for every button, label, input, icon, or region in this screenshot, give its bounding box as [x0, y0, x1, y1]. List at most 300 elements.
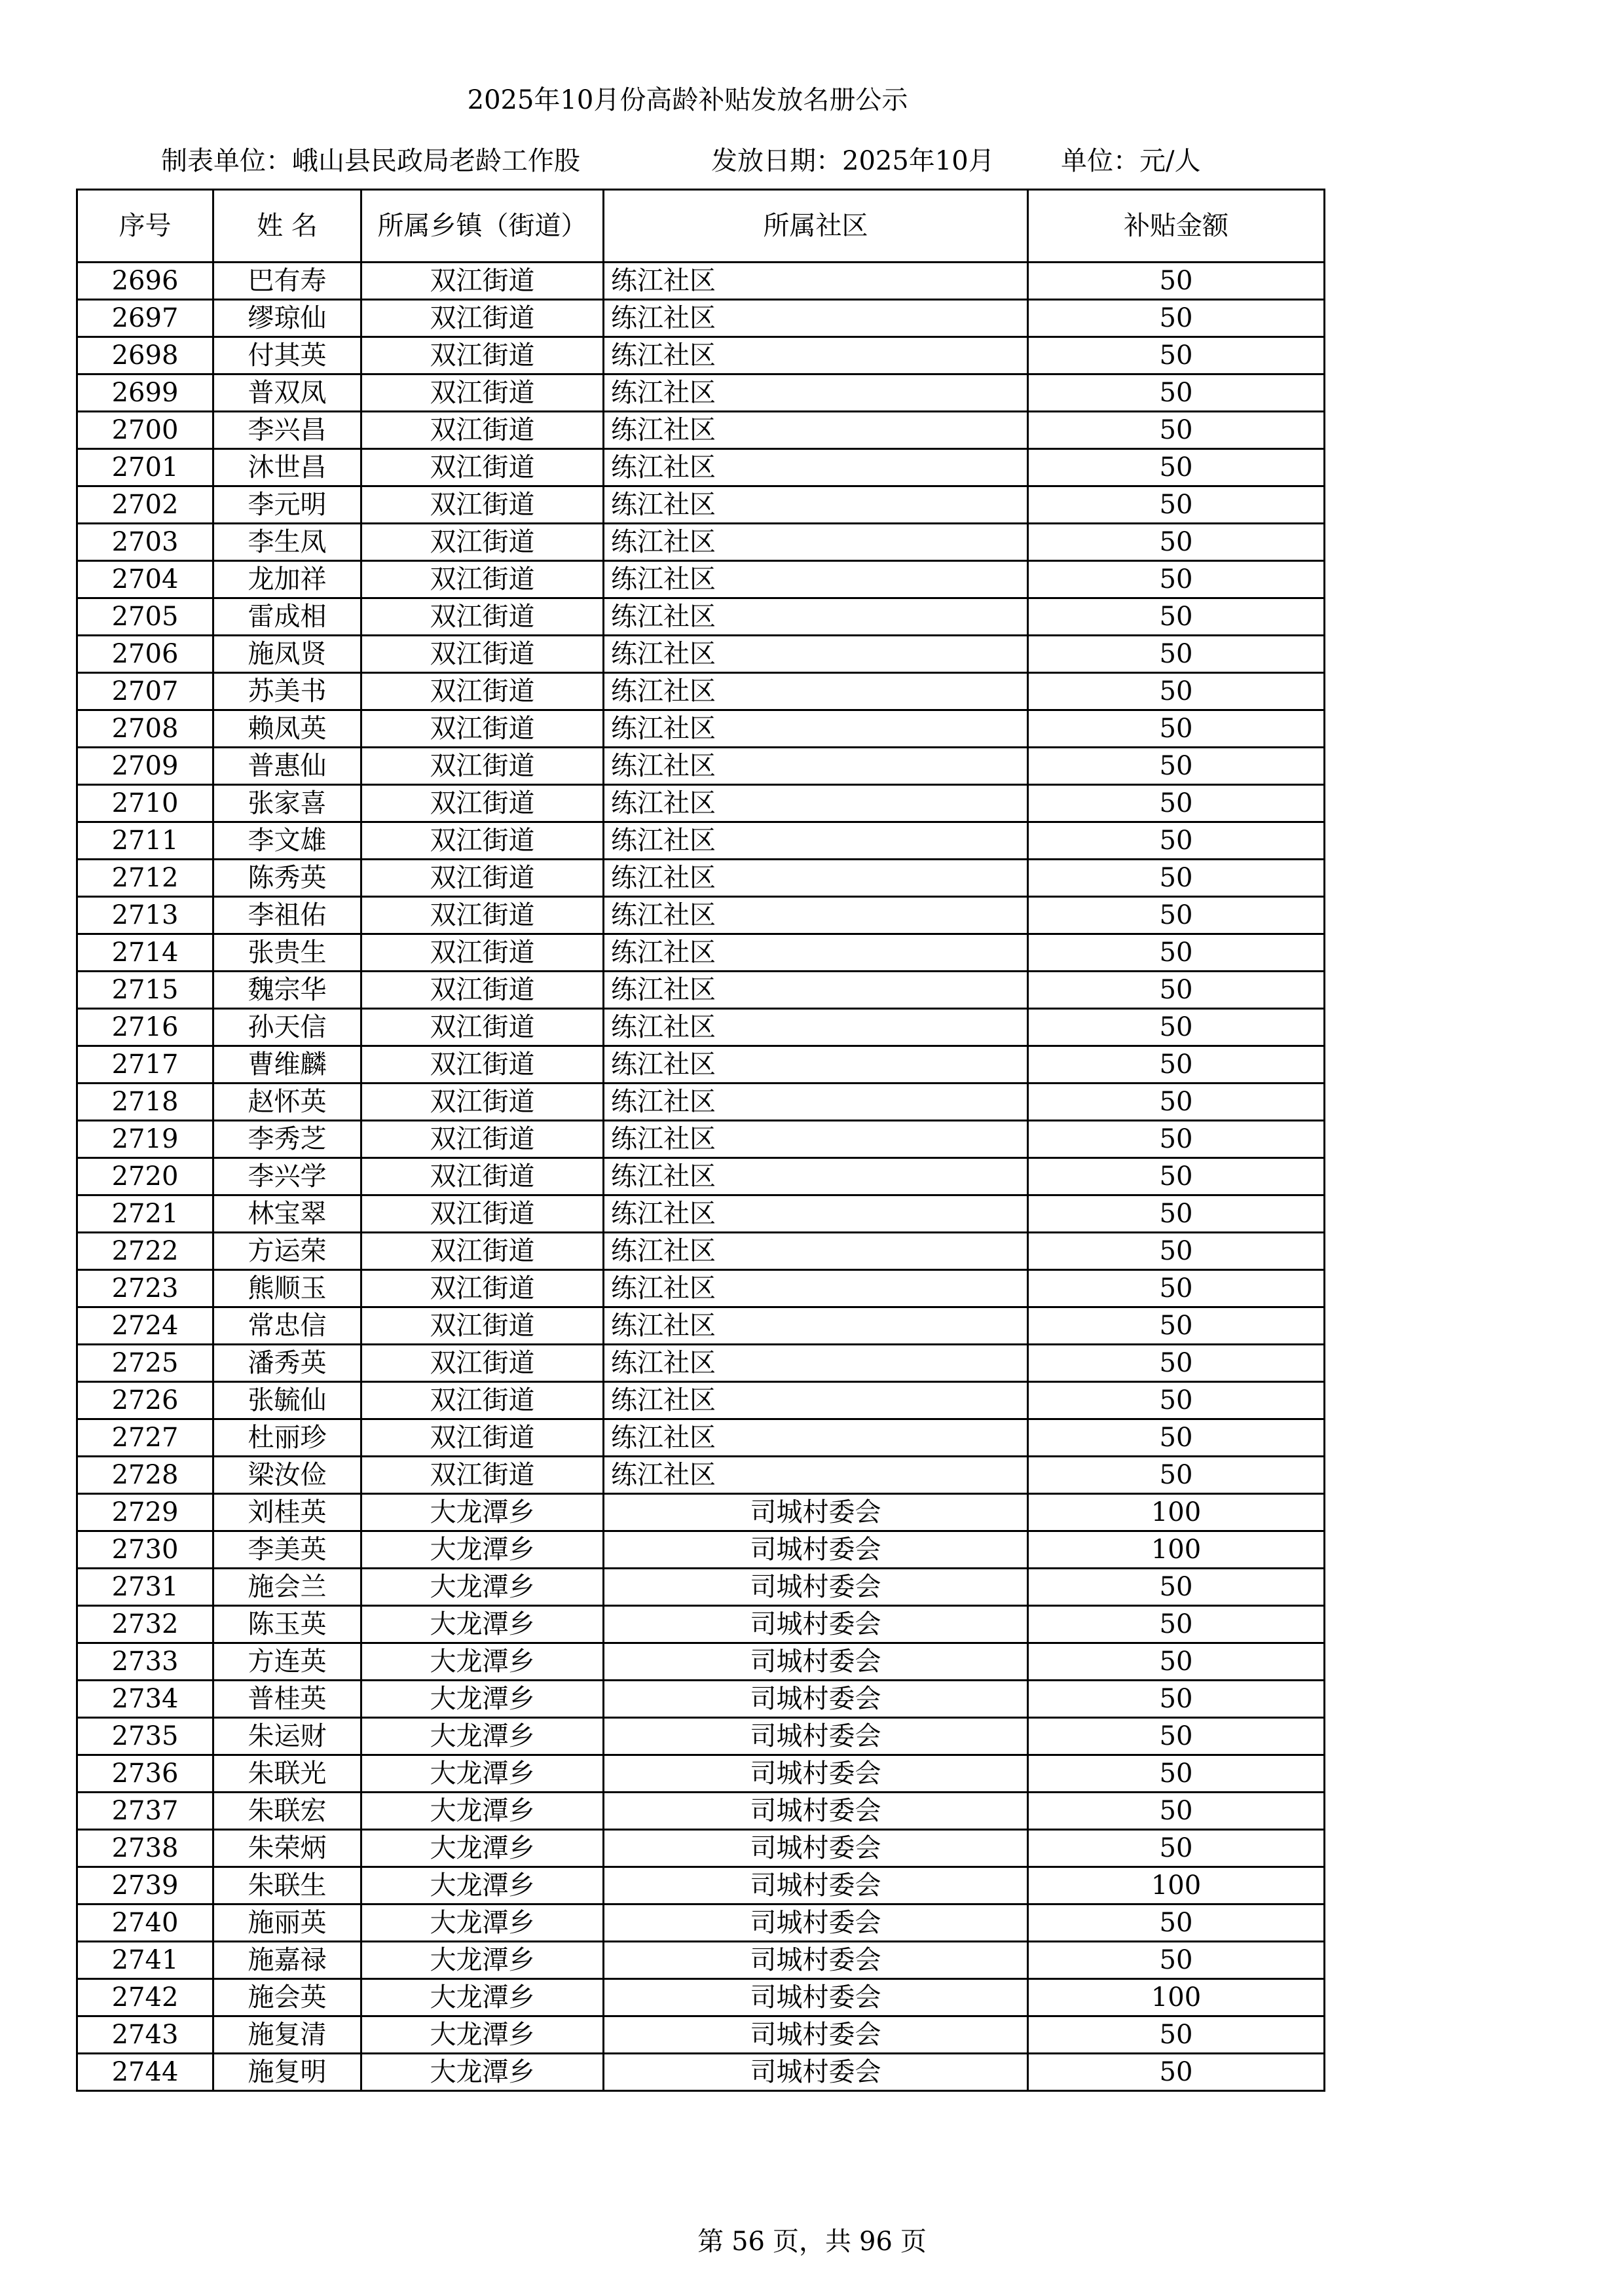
cell-amount: 50 — [1028, 1270, 1325, 1307]
cell-name: 李祖佑 — [213, 897, 361, 934]
cell-community: 练江社区 — [604, 374, 1028, 412]
cell-name: 李秀芝 — [213, 1121, 361, 1158]
cell-community: 练江社区 — [604, 897, 1028, 934]
cell-seq: 2738 — [77, 1830, 213, 1867]
cell-seq: 2711 — [77, 822, 213, 860]
table-row — [77, 673, 1325, 710]
cell-name: 普桂英 — [213, 1681, 361, 1718]
cell-township: 大龙潭乡 — [361, 1793, 604, 1830]
cell-seq: 2737 — [77, 1793, 213, 1830]
cell-name: 张贵生 — [213, 934, 361, 972]
cell-community: 司城村委会 — [604, 1606, 1028, 1643]
table-row — [77, 1195, 1325, 1233]
cell-name: 雷成相 — [213, 598, 361, 636]
table-row — [77, 1643, 1325, 1681]
cell-seq: 2726 — [77, 1382, 213, 1419]
page-suffix: 页 — [900, 2227, 927, 2257]
cell-amount: 50 — [1028, 449, 1325, 486]
table-row — [77, 1904, 1325, 1942]
cell-amount: 50 — [1028, 1942, 1325, 1979]
cell-township: 双江街道 — [361, 524, 604, 561]
cell-seq: 2715 — [77, 972, 213, 1009]
cell-township: 双江街道 — [361, 636, 604, 673]
cell-township: 大龙潭乡 — [361, 1494, 604, 1531]
cell-community: 练江社区 — [604, 710, 1028, 748]
cell-name: 施复明 — [213, 2054, 361, 2091]
table-row — [77, 1867, 1325, 1904]
cell-community: 司城村委会 — [604, 1681, 1028, 1718]
cell-community: 练江社区 — [604, 934, 1028, 972]
page-number — [0, 2223, 1624, 2260]
cell-community: 司城村委会 — [604, 1718, 1028, 1755]
table-row — [77, 449, 1325, 486]
cell-seq: 2744 — [77, 2054, 213, 2091]
cell-township: 大龙潭乡 — [361, 2054, 604, 2091]
cell-amount: 50 — [1028, 1345, 1325, 1382]
cell-township: 双江街道 — [361, 1084, 604, 1121]
cell-amount: 50 — [1028, 1643, 1325, 1681]
cell-seq: 2703 — [77, 524, 213, 561]
cell-community: 练江社区 — [604, 524, 1028, 561]
cell-name: 朱联光 — [213, 1755, 361, 1793]
cell-amount: 50 — [1028, 934, 1325, 972]
cell-township: 大龙潭乡 — [361, 1979, 604, 2016]
cell-community: 练江社区 — [604, 1307, 1028, 1345]
cell-name: 施凤贤 — [213, 636, 361, 673]
table-row — [77, 1121, 1325, 1158]
table-row — [77, 263, 1325, 300]
cell-seq: 2718 — [77, 1084, 213, 1121]
cell-seq: 2739 — [77, 1867, 213, 1904]
cell-amount: 50 — [1028, 1009, 1325, 1046]
cell-township: 双江街道 — [361, 1195, 604, 1233]
cell-community: 练江社区 — [604, 1046, 1028, 1084]
table-row — [77, 1942, 1325, 1979]
cell-seq: 2734 — [77, 1681, 213, 1718]
cell-amount: 50 — [1028, 524, 1325, 561]
cell-township: 双江街道 — [361, 1382, 604, 1419]
cell-amount: 50 — [1028, 1233, 1325, 1270]
cell-seq: 2742 — [77, 1979, 213, 2016]
table-row — [77, 598, 1325, 636]
cell-community: 司城村委会 — [604, 1979, 1028, 2016]
cell-seq: 2727 — [77, 1419, 213, 1457]
cell-township: 大龙潭乡 — [361, 1755, 604, 1793]
cell-township: 大龙潭乡 — [361, 1867, 604, 1904]
cell-amount: 50 — [1028, 897, 1325, 934]
table-row — [77, 412, 1325, 449]
page-current: 56 — [731, 2227, 765, 2257]
cell-township: 大龙潭乡 — [361, 1569, 604, 1606]
cell-community: 司城村委会 — [604, 1755, 1028, 1793]
cell-township: 双江街道 — [361, 337, 604, 374]
cell-amount: 50 — [1028, 972, 1325, 1009]
cell-township: 双江街道 — [361, 1158, 604, 1195]
cell-community: 练江社区 — [604, 1419, 1028, 1457]
table-row — [77, 1382, 1325, 1419]
cell-amount: 50 — [1028, 1830, 1325, 1867]
cell-community: 练江社区 — [604, 412, 1028, 449]
table-header-row — [77, 190, 1325, 263]
table-row — [77, 897, 1325, 934]
cell-seq: 2713 — [77, 897, 213, 934]
table-row — [77, 822, 1325, 860]
cell-community: 司城村委会 — [604, 1494, 1028, 1531]
cell-name: 李兴昌 — [213, 412, 361, 449]
cell-amount: 50 — [1028, 860, 1325, 897]
cell-township: 双江街道 — [361, 785, 604, 822]
cell-amount: 50 — [1028, 1046, 1325, 1084]
cell-township: 双江街道 — [361, 1046, 604, 1084]
cell-amount: 50 — [1028, 636, 1325, 673]
cell-township: 双江街道 — [361, 1270, 604, 1307]
table-row — [77, 1307, 1325, 1345]
cell-amount: 50 — [1028, 1121, 1325, 1158]
cell-community: 练江社区 — [604, 300, 1028, 337]
cell-township: 大龙潭乡 — [361, 1718, 604, 1755]
cell-name: 普双凤 — [213, 374, 361, 412]
cell-seq: 2701 — [77, 449, 213, 486]
cell-amount: 50 — [1028, 486, 1325, 524]
cell-seq: 2736 — [77, 1755, 213, 1793]
cell-community: 司城村委会 — [604, 1531, 1028, 1569]
table-row — [77, 972, 1325, 1009]
cell-seq: 2728 — [77, 1457, 213, 1494]
cell-township: 双江街道 — [361, 598, 604, 636]
table-row — [77, 1345, 1325, 1382]
cell-seq: 2699 — [77, 374, 213, 412]
table-row — [77, 486, 1325, 524]
table-row — [77, 785, 1325, 822]
cell-amount: 50 — [1028, 1718, 1325, 1755]
cell-name: 常忠信 — [213, 1307, 361, 1345]
cell-seq: 2721 — [77, 1195, 213, 1233]
cell-community: 练江社区 — [604, 1158, 1028, 1195]
cell-amount: 50 — [1028, 1419, 1325, 1457]
cell-community: 练江社区 — [604, 1270, 1028, 1307]
header-amount: 补贴金额 — [1028, 190, 1325, 263]
cell-seq: 2725 — [77, 1345, 213, 1382]
cell-community: 练江社区 — [604, 561, 1028, 598]
cell-community: 练江社区 — [604, 1457, 1028, 1494]
cell-seq: 2730 — [77, 1531, 213, 1569]
cell-township: 双江街道 — [361, 1345, 604, 1382]
cell-seq: 2710 — [77, 785, 213, 822]
table-row — [77, 374, 1325, 412]
cell-name: 熊顺玉 — [213, 1270, 361, 1307]
cell-amount: 50 — [1028, 598, 1325, 636]
cell-name: 张家喜 — [213, 785, 361, 822]
cell-township: 双江街道 — [361, 1233, 604, 1270]
header-community: 所属社区 — [604, 190, 1028, 263]
cell-amount: 50 — [1028, 561, 1325, 598]
issuing-unit: 制表单位：峨山县民政局老龄工作股 — [161, 146, 580, 176]
cell-seq: 2731 — [77, 1569, 213, 1606]
header-township: 所属乡镇（街道） — [361, 190, 604, 263]
cell-name: 方运荣 — [213, 1233, 361, 1270]
cell-amount: 50 — [1028, 374, 1325, 412]
table-row — [77, 2054, 1325, 2091]
table-row — [77, 1681, 1325, 1718]
table-row — [77, 1457, 1325, 1494]
cell-amount: 100 — [1028, 1531, 1325, 1569]
cell-seq: 2729 — [77, 1494, 213, 1531]
cell-seq: 2707 — [77, 673, 213, 710]
table-row — [77, 337, 1325, 374]
cell-amount: 50 — [1028, 300, 1325, 337]
cell-township: 双江街道 — [361, 300, 604, 337]
table-row — [77, 934, 1325, 972]
table-row — [77, 748, 1325, 785]
cell-township: 双江街道 — [361, 822, 604, 860]
cell-community: 司城村委会 — [604, 1867, 1028, 1904]
cell-amount: 50 — [1028, 1681, 1325, 1718]
cell-name: 赖凤英 — [213, 710, 361, 748]
cell-seq: 2741 — [77, 1942, 213, 1979]
cell-name: 沐世昌 — [213, 449, 361, 486]
cell-township: 大龙潭乡 — [361, 1942, 604, 1979]
cell-name: 魏宗华 — [213, 972, 361, 1009]
cell-seq: 2716 — [77, 1009, 213, 1046]
table-row — [77, 1755, 1325, 1793]
cell-community: 练江社区 — [604, 972, 1028, 1009]
cell-amount: 50 — [1028, 337, 1325, 374]
cell-name: 潘秀英 — [213, 1345, 361, 1382]
cell-amount: 50 — [1028, 2054, 1325, 2091]
cell-township: 双江街道 — [361, 972, 604, 1009]
cell-community: 司城村委会 — [604, 2054, 1028, 2091]
cell-township: 双江街道 — [361, 710, 604, 748]
cell-community: 练江社区 — [604, 860, 1028, 897]
cell-community: 练江社区 — [604, 748, 1028, 785]
cell-seq: 2704 — [77, 561, 213, 598]
cell-township: 大龙潭乡 — [361, 1606, 604, 1643]
table-row — [77, 860, 1325, 897]
cell-name: 陈玉英 — [213, 1606, 361, 1643]
cell-seq: 2712 — [77, 860, 213, 897]
cell-name: 缪琼仙 — [213, 300, 361, 337]
cell-township: 双江街道 — [361, 1009, 604, 1046]
cell-township: 大龙潭乡 — [361, 1904, 604, 1942]
cell-community: 司城村委会 — [604, 1569, 1028, 1606]
cell-community: 司城村委会 — [604, 1904, 1028, 1942]
cell-seq: 2724 — [77, 1307, 213, 1345]
cell-community: 练江社区 — [604, 1382, 1028, 1419]
table-row — [77, 1494, 1325, 1531]
cell-seq: 2723 — [77, 1270, 213, 1307]
cell-community: 练江社区 — [604, 1233, 1028, 1270]
cell-name: 方连英 — [213, 1643, 361, 1681]
cell-name: 李兴学 — [213, 1158, 361, 1195]
table-body — [77, 263, 1325, 2091]
cell-name: 施会英 — [213, 1979, 361, 2016]
cell-township: 双江街道 — [361, 374, 604, 412]
cell-seq: 2700 — [77, 412, 213, 449]
cell-name: 付其英 — [213, 337, 361, 374]
cell-seq: 2696 — [77, 263, 213, 300]
table-row — [77, 1531, 1325, 1569]
table-row — [77, 561, 1325, 598]
cell-seq: 2722 — [77, 1233, 213, 1270]
table-row — [77, 1009, 1325, 1046]
cell-township: 双江街道 — [361, 449, 604, 486]
cell-name: 巴有寿 — [213, 263, 361, 300]
cell-name: 孙天信 — [213, 1009, 361, 1046]
cell-name: 李文雄 — [213, 822, 361, 860]
table-row — [77, 1270, 1325, 1307]
cell-amount: 50 — [1028, 1755, 1325, 1793]
cell-seq: 2719 — [77, 1121, 213, 1158]
cell-township: 双江街道 — [361, 1419, 604, 1457]
cell-community: 司城村委会 — [604, 1942, 1028, 1979]
cell-township: 大龙潭乡 — [361, 1830, 604, 1867]
cell-name: 刘桂英 — [213, 1494, 361, 1531]
cell-name: 朱联生 — [213, 1867, 361, 1904]
page-title: 2025年10月份高龄补贴发放名册公示 — [467, 85, 908, 115]
cell-community: 练江社区 — [604, 1345, 1028, 1382]
subsidy-roster-table — [76, 189, 1325, 2092]
cell-township: 大龙潭乡 — [361, 1681, 604, 1718]
cell-name: 施会兰 — [213, 1569, 361, 1606]
cell-community: 练江社区 — [604, 822, 1028, 860]
cell-name: 朱荣炳 — [213, 1830, 361, 1867]
cell-township: 双江街道 — [361, 412, 604, 449]
table-row — [77, 1084, 1325, 1121]
cell-name: 赵怀英 — [213, 1084, 361, 1121]
cell-seq: 2743 — [77, 2016, 213, 2054]
cell-name: 李生凤 — [213, 524, 361, 561]
cell-amount: 50 — [1028, 2016, 1325, 2054]
cell-seq: 2735 — [77, 1718, 213, 1755]
cell-name: 施丽英 — [213, 1904, 361, 1942]
cell-amount: 50 — [1028, 822, 1325, 860]
amount-unit: 单位：元/人 — [1061, 146, 1201, 176]
cell-amount: 50 — [1028, 1457, 1325, 1494]
cell-community: 练江社区 — [604, 598, 1028, 636]
cell-community: 练江社区 — [604, 337, 1028, 374]
cell-community: 练江社区 — [604, 1009, 1028, 1046]
cell-seq: 2733 — [77, 1643, 213, 1681]
cell-amount: 50 — [1028, 1382, 1325, 1419]
cell-seq: 2720 — [77, 1158, 213, 1195]
cell-community: 司城村委会 — [604, 1793, 1028, 1830]
cell-seq: 2732 — [77, 1606, 213, 1643]
cell-township: 双江街道 — [361, 1457, 604, 1494]
cell-community: 司城村委会 — [604, 2016, 1028, 2054]
cell-amount: 50 — [1028, 1158, 1325, 1195]
table-row — [77, 300, 1325, 337]
cell-amount: 50 — [1028, 1904, 1325, 1942]
cell-township: 双江街道 — [361, 860, 604, 897]
cell-amount: 100 — [1028, 1979, 1325, 2016]
table-row — [77, 1419, 1325, 1457]
table-row — [77, 1718, 1325, 1755]
cell-seq: 2705 — [77, 598, 213, 636]
table-row — [77, 1793, 1325, 1830]
cell-amount: 50 — [1028, 1569, 1325, 1606]
page-mid: 页，共 — [773, 2227, 851, 2257]
cell-seq: 2717 — [77, 1046, 213, 1084]
cell-seq: 2706 — [77, 636, 213, 673]
cell-name: 张毓仙 — [213, 1382, 361, 1419]
cell-township: 大龙潭乡 — [361, 1531, 604, 1569]
cell-township: 双江街道 — [361, 486, 604, 524]
table-row — [77, 1158, 1325, 1195]
cell-township: 大龙潭乡 — [361, 1643, 604, 1681]
cell-name: 林宝翠 — [213, 1195, 361, 1233]
table-row — [77, 636, 1325, 673]
cell-seq: 2740 — [77, 1904, 213, 1942]
cell-township: 双江街道 — [361, 934, 604, 972]
cell-seq: 2697 — [77, 300, 213, 337]
cell-community: 司城村委会 — [604, 1830, 1028, 1867]
cell-community: 练江社区 — [604, 449, 1028, 486]
cell-community: 练江社区 — [604, 1121, 1028, 1158]
cell-seq: 2698 — [77, 337, 213, 374]
cell-name: 施复清 — [213, 2016, 361, 2054]
header-seq: 序号 — [77, 190, 213, 263]
cell-name: 李元明 — [213, 486, 361, 524]
cell-township: 双江街道 — [361, 1121, 604, 1158]
cell-community: 练江社区 — [604, 636, 1028, 673]
cell-name: 龙加祥 — [213, 561, 361, 598]
cell-amount: 50 — [1028, 785, 1325, 822]
table-row — [77, 1606, 1325, 1643]
table-row — [77, 710, 1325, 748]
cell-amount: 50 — [1028, 710, 1325, 748]
cell-amount: 50 — [1028, 673, 1325, 710]
cell-amount: 50 — [1028, 1307, 1325, 1345]
cell-amount: 50 — [1028, 1793, 1325, 1830]
cell-amount: 50 — [1028, 748, 1325, 785]
cell-township: 双江街道 — [361, 673, 604, 710]
cell-community: 练江社区 — [604, 263, 1028, 300]
cell-name: 杜丽珍 — [213, 1419, 361, 1457]
cell-seq: 2708 — [77, 710, 213, 748]
cell-seq: 2709 — [77, 748, 213, 785]
table-row — [77, 1233, 1325, 1270]
cell-name: 朱运财 — [213, 1718, 361, 1755]
cell-amount: 50 — [1028, 1084, 1325, 1121]
cell-amount: 50 — [1028, 1195, 1325, 1233]
table-row — [77, 1569, 1325, 1606]
cell-name: 普惠仙 — [213, 748, 361, 785]
cell-name: 梁汝俭 — [213, 1457, 361, 1494]
cell-community: 练江社区 — [604, 1195, 1028, 1233]
table-row — [77, 2016, 1325, 2054]
cell-amount: 100 — [1028, 1867, 1325, 1904]
cell-amount: 50 — [1028, 412, 1325, 449]
table-meta — [0, 143, 1624, 179]
cell-township: 双江街道 — [361, 561, 604, 598]
table-row — [77, 1979, 1325, 2016]
cell-community: 练江社区 — [604, 673, 1028, 710]
cell-amount: 50 — [1028, 1606, 1325, 1643]
cell-name: 曹维麟 — [213, 1046, 361, 1084]
cell-community: 司城村委会 — [604, 1643, 1028, 1681]
cell-township: 双江街道 — [361, 263, 604, 300]
page-prefix: 第 — [697, 2227, 724, 2257]
cell-community: 练江社区 — [604, 1084, 1028, 1121]
header-name: 姓 名 — [213, 190, 361, 263]
table-row — [77, 1046, 1325, 1084]
cell-amount: 100 — [1028, 1494, 1325, 1531]
issue-date: 发放日期：2025年10月 — [711, 146, 995, 176]
cell-community: 练江社区 — [604, 785, 1028, 822]
table-row — [77, 524, 1325, 561]
cell-seq: 2702 — [77, 486, 213, 524]
cell-seq: 2714 — [77, 934, 213, 972]
